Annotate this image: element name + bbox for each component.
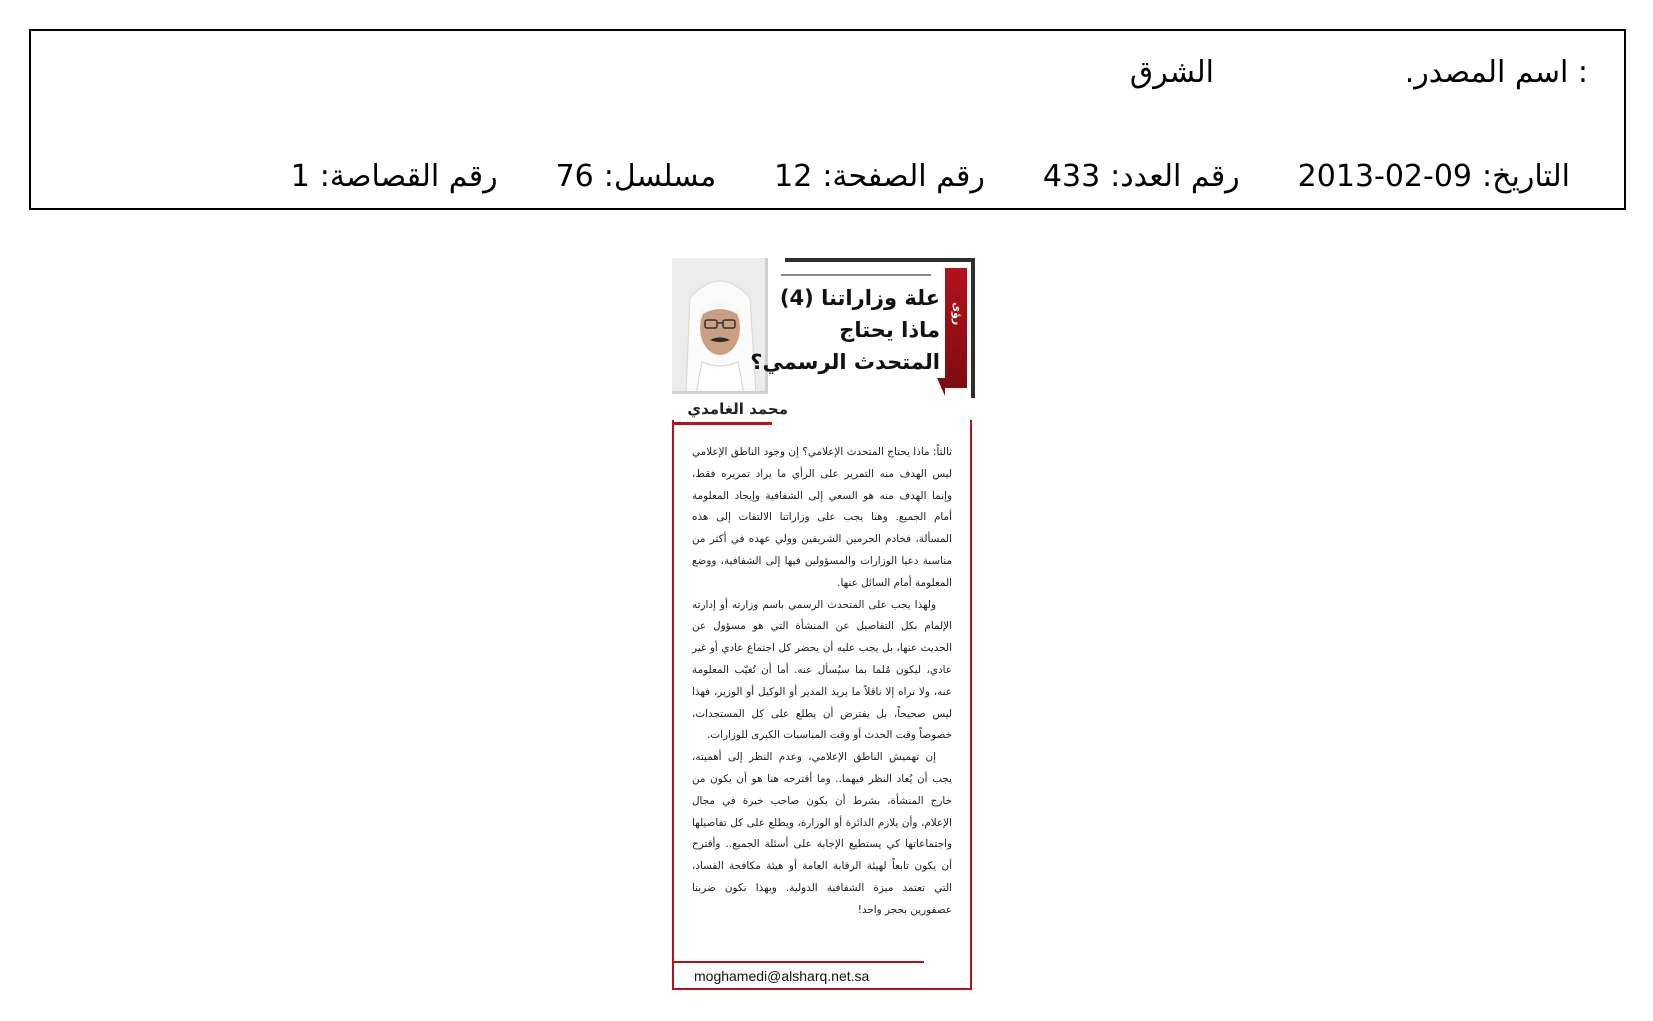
article-body bbox=[692, 442, 952, 922]
page-field bbox=[774, 159, 985, 195]
newspaper-clipping bbox=[672, 256, 976, 992]
page-value: 12 bbox=[774, 159, 813, 194]
column-label: رؤى bbox=[951, 302, 964, 326]
issue-field bbox=[1043, 159, 1240, 195]
clip-number-field bbox=[291, 159, 498, 195]
date-field bbox=[1298, 159, 1570, 195]
email-divider bbox=[672, 961, 924, 963]
date-label: التاريخ: bbox=[1482, 159, 1570, 194]
source-label: .اسم المصدر : bbox=[1404, 55, 1588, 90]
author-email[interactable]: moghamedi@alsharq.net.sa bbox=[694, 968, 870, 984]
clip-number-value: 1 bbox=[290, 159, 310, 194]
author-name: محمد الغامدي bbox=[687, 400, 788, 418]
serial-field bbox=[556, 159, 717, 195]
date-value: 2013-02-09 bbox=[1297, 159, 1473, 194]
metadata-row bbox=[291, 159, 1570, 195]
serial-value: 76 bbox=[555, 159, 594, 194]
source-value: الشرق bbox=[1129, 55, 1214, 90]
issue-value: 433 bbox=[1042, 159, 1101, 194]
serial-label: مسلسل: bbox=[603, 159, 717, 194]
page-label: رقم الصفحة: bbox=[822, 159, 985, 194]
title-line: المتحدث الرسمي؟ bbox=[750, 350, 940, 374]
article-title bbox=[750, 282, 940, 378]
author-underline bbox=[672, 422, 772, 425]
paragraph: ولهذا يجب على المتحدث الرسمي باسم وزارته أو إدارته الإلمام بكل التفاصيل عن المنشأة التي هو مسؤول عن الحديث عنها، بل يجب عليه أن يحضر كل اجتماع عادي أو غير عادي، ليكون مُلما بما سيُسأل عنه. أما أن تُغيّب المعلومة عنه، ولا نراه إلا ناقلاً ما يريد المدير أو الوكيل أو الوزير، فهذا ليس صحيحاً، بل يفترض أن يطلع على كل المستجدات، خصوصاً وقت الحدث أو وقت المناسبات الكبرى للوزارات. bbox=[692, 598, 952, 742]
clipping-metadata-box bbox=[29, 29, 1626, 210]
clip-number-label: رقم القصاصة: bbox=[319, 159, 498, 194]
paragraph: ثالثاً: ماذا يحتاج المتحدث الإعلامي؟ إن وجود الناطق الإعلامي ليس الهدف منه التمرير على الرأي ما يراد تمريره فقط، وإنما الهدف منه هو السعي إلى الشفافية وإيجاد المعلومة أمام الجميع. وهنا يجب على وزاراتنا الالتفات إلى هذه المسألة، فخادم الحرمين الشريفين وولي عهده في أكثر من مناسبة دعيا الوزارات والمسؤولين فيها إلى الشفافية، ووضع المعلومة أمام السائل عنها. bbox=[692, 446, 952, 589]
issue-label: رقم العدد: bbox=[1110, 159, 1240, 194]
title-line: ماذا يحتاج bbox=[839, 318, 940, 342]
paragraph: إن تهميش الناطق الإعلامي، وعدم النظر إلى أهميته، يجب أن يُعاد النظر فيهما.. وما أقترحه هنا هو أن يكون من خارج المنشأة، بشرط أن يكون صاحب خبرة في مجال الإعلام، وأن يلازم الدائرة أو الوزارة، ويطلع على كل تفاصيلها واجتماعاتها كي يستطيع الإجابة على أسئلة الجميع.. وأقترح أن يكون تابعاً لهيئة الرقابة العامة أو هيئة مكافحة الفساد، التي تعتمد ميزة الشفافية الدولية. وبهذا نكون ضربنا عصفورين بحجر واحد! bbox=[692, 751, 952, 916]
title-line: علة وزاراتنا (4) bbox=[779, 286, 940, 310]
